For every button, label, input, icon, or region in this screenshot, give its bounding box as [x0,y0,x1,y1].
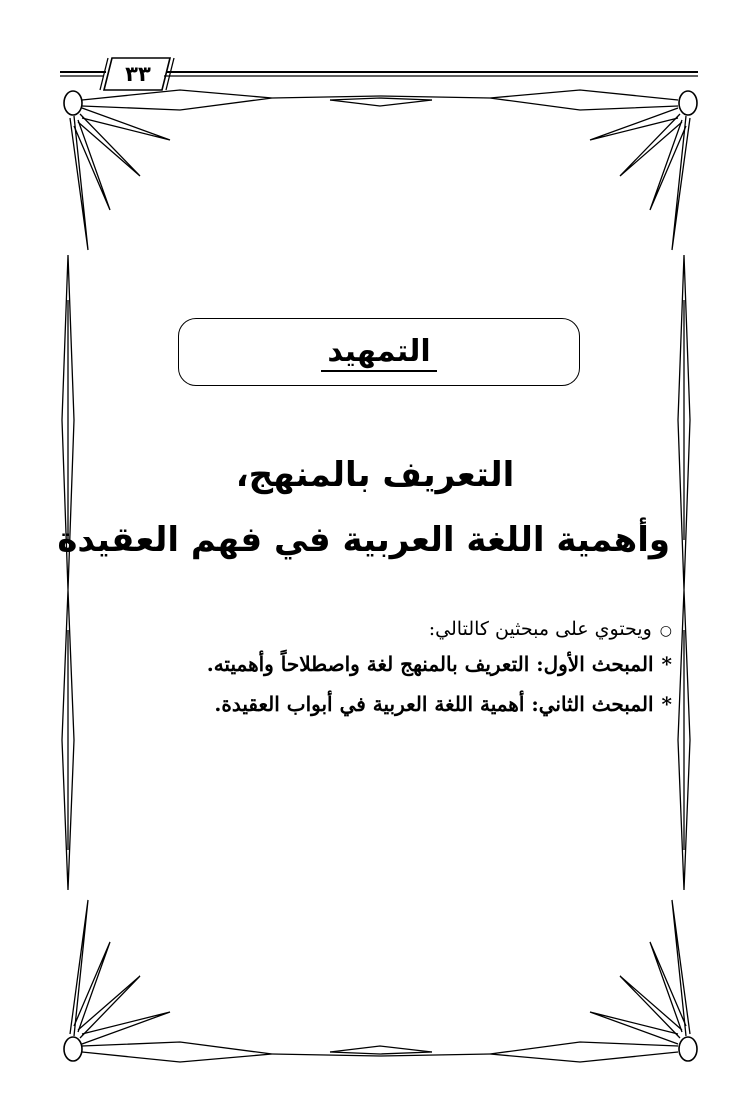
topic-item-2 [214,692,672,716]
topic-item-text: المبحث الثاني: أهمية اللغة العربية في أبواب العقيدة. [214,692,654,716]
chapter-title-text: التمهيد [321,334,436,372]
topic-item-1 [207,652,672,676]
topic-item-text: المبحث الأول: التعريف بالمنهج لغة واصطلاحاً وأهميته. [206,652,654,676]
main-heading-line-2: وأهمية اللغة العربية في فهم العقيدة [57,520,670,560]
circle-bullet-icon: ○ [659,623,672,639]
asterisk-bullet-icon: * [661,692,672,716]
page-number: ٣٣ [125,62,151,86]
contents-intro-text: ويحتوي على مبحثين كالتالي: [428,618,652,640]
contents-intro [429,618,672,640]
chapter-title-box [178,318,580,386]
asterisk-bullet-icon: * [661,652,672,676]
chapter-title [179,334,579,370]
main-heading-line-1: التعريف بالمنهج، [235,455,515,495]
